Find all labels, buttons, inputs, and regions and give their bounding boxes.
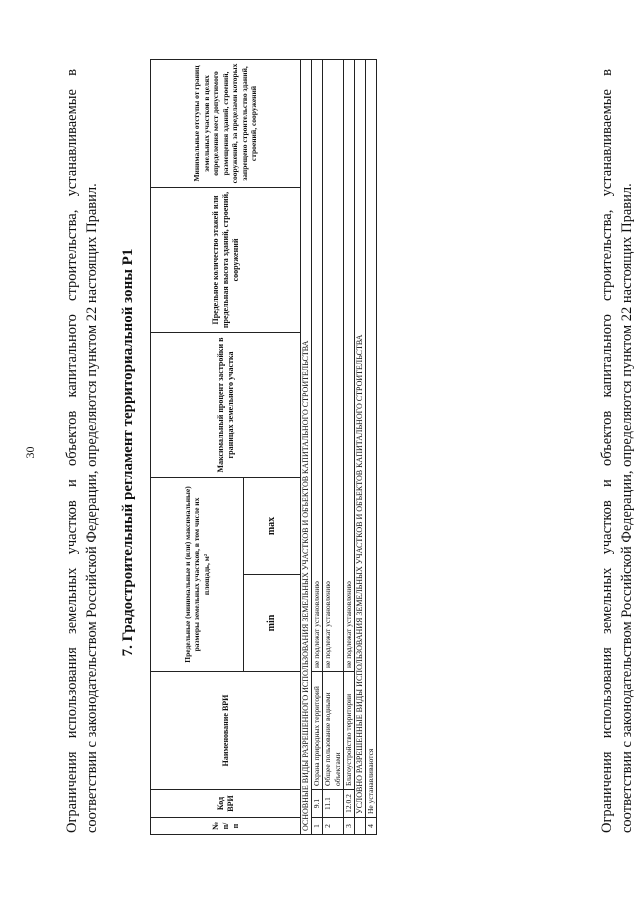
row-note: не подлежат установлению xyxy=(312,59,323,671)
row-num: 4 xyxy=(366,818,377,835)
paragraph-line-1: Ограничения использования земельных участков и объектов капитального строительства, устанавливаемые в xyxy=(599,69,615,833)
restrictions-paragraph-top xyxy=(62,69,102,833)
header-size-limits: Предельные (минимальные и (или) максимальные) размеры земельных участков, в том числе их площадь, м² xyxy=(151,477,244,671)
row-name: Общее пользование водными объектами xyxy=(323,672,344,790)
header-name: Наименование ВРИ xyxy=(151,672,301,790)
restrictions-paragraph-bottom xyxy=(597,69,637,833)
header-min: min xyxy=(244,575,301,672)
header-num: № п/п xyxy=(151,818,301,835)
row-name: Благоустройство территории xyxy=(344,672,355,790)
page-number: 30 xyxy=(23,446,37,459)
header-setbacks: Минимальные отступы от границ земельных участков в целях определения мест допустимого размещения зданий, строений, сооружений, за пределами которых запрещено строительство зданий, строений, сооружений xyxy=(151,59,301,187)
regulation-table xyxy=(150,59,377,835)
row-name: Охрана природных территорий xyxy=(312,672,323,790)
paragraph-line-2: соответствии с законодательством Российской Федерации, определяются пунктом 22 настоящих Правил. xyxy=(84,183,100,833)
header-max: max xyxy=(244,477,301,574)
section-title: 7. Градостроительный регламент территориальной зоны Р1 xyxy=(120,248,136,657)
header-max-percent: Максимальный процент застройки в границах земельного участка xyxy=(151,332,301,477)
section-main-header: ОСНОВНЫЕ ВИДЫ РАЗРЕШЕННОГО ИСПОЛЬЗОВАНИЯ ЗЕМЕЛЬНЫХ УЧАСТКОВ И ОБЪЕКТОВ КАПИТАЛЬНОГО СТРОИТЕЛЬСТВА xyxy=(301,59,312,834)
header-floors: Предельное количество этажей или предельная высота зданий, строений, сооружений xyxy=(151,187,301,332)
row-num: 3 xyxy=(344,818,355,835)
row-num: 2 xyxy=(323,818,344,835)
header-code: Код ВРИ xyxy=(151,790,301,818)
row-note: не подлежат установлению xyxy=(344,59,355,671)
row-code: 9.1 xyxy=(312,790,323,818)
paragraph-line-2: соответствии с законодательством Российской Федерации, определяются пунктом 22 настоящих Правил. xyxy=(619,183,635,833)
row-note: не подлежат установлению xyxy=(323,59,344,671)
row-code: 12.0.2 xyxy=(344,790,355,818)
row-code: 11.1 xyxy=(323,790,344,818)
row-note: Не устанавливаются xyxy=(366,59,377,817)
paragraph-line-1: Ограничения использования земельных участков и объектов капитального строительства, устанавливаемые в xyxy=(64,69,80,833)
section-conditional-header: УСЛОВНО РАЗРЕШЕННЫЕ ВИДЫ ИСПОЛЬЗОВАНИЯ ЗЕМЕЛЬНЫХ УЧАСТКОВ И ОБЪЕКТОВ КАПИТАЛЬНОГО СТРОИТЕЛЬСТВА xyxy=(355,59,366,817)
row-num: 1 xyxy=(312,818,323,835)
